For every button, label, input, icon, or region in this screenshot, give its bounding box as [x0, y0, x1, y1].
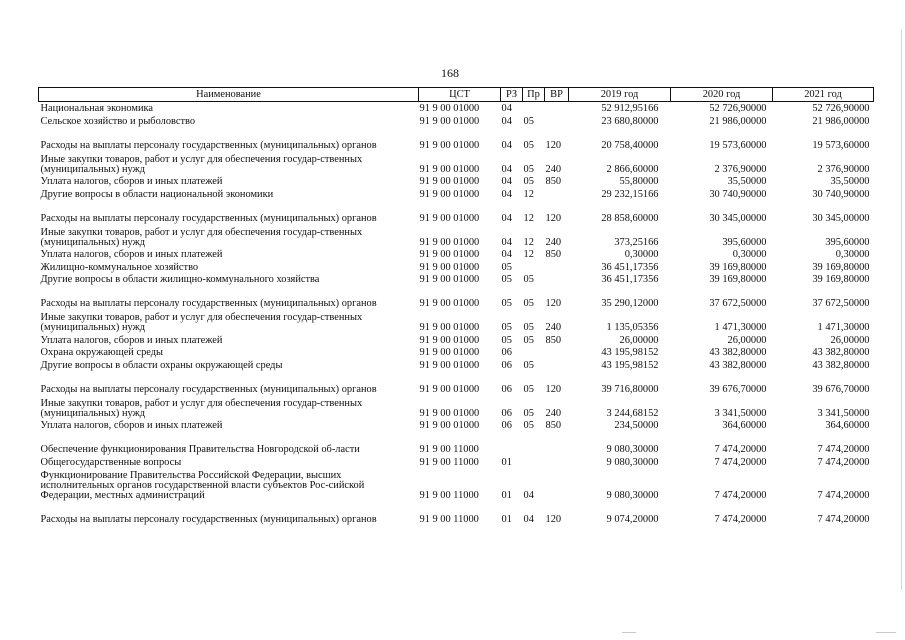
- header-2020: 2020 год: [671, 88, 773, 102]
- cell-y2019: 2 866,60000: [606, 163, 659, 175]
- cell-vr: [545, 102, 569, 115]
- cell-y2019: 36 451,17356: [601, 261, 659, 273]
- cell-pr: [523, 260, 545, 273]
- cell-cst: 91 9 00 01000: [419, 176, 480, 187]
- cell-y2020: 7 474,20000: [714, 444, 767, 455]
- cell-vr: 120: [545, 298, 562, 309]
- cell-y2021: 1 471,30000: [817, 322, 870, 333]
- cell-vr: 120: [545, 383, 562, 395]
- cell-name: Иные закупки товаров, работ и услуг для обеспечения государ-ственных (муниципальных) нужд: [40, 397, 363, 419]
- cell-cst: 91 9 00 01000: [419, 322, 480, 333]
- cell-y2021: 37 672,50000: [812, 298, 870, 309]
- cell-pr: [523, 346, 545, 359]
- cell-name: Уплата налогов, сборов и иных платежей: [40, 420, 223, 431]
- cell-vr: [545, 346, 569, 359]
- cell-vr: [545, 187, 569, 200]
- cell-y2021: 43 382,80000: [812, 347, 870, 358]
- cell-y2020: 2 376,90000: [714, 163, 767, 175]
- cell-pr: 05: [523, 359, 534, 371]
- cell-vr: 850: [545, 176, 562, 187]
- table-row: [39, 309, 874, 333]
- table-row: [39, 333, 874, 346]
- cell-name: Жилищно-коммунальное хозяйство: [40, 261, 199, 273]
- cell-vr: [545, 468, 569, 501]
- table-row: [39, 273, 874, 286]
- cell-y2020: 3 341,50000: [714, 407, 767, 419]
- cell-y2021: 364,60000: [825, 420, 870, 431]
- cell-name: Другие вопросы в области охраны окружающей среды: [40, 359, 283, 371]
- cell-y2020: 395,60000: [722, 236, 767, 248]
- cell-cst: 91 9 00 01000: [419, 212, 480, 224]
- cell-cst: 91 9 00 01000: [419, 139, 480, 151]
- cell-y2021: 52 726,90000: [773, 102, 874, 115]
- cell-y2021: 39 676,70000: [812, 383, 870, 395]
- cell-name: Уплата налогов, сборов и иных платежей: [40, 249, 223, 260]
- cell-cst: 91 9 00 01000: [419, 115, 480, 127]
- cell-y2019: 234,50000: [614, 420, 659, 431]
- cell-cst: 91 9 00 01000: [419, 188, 480, 200]
- table-row: [39, 419, 874, 432]
- cell-y2020: 7 474,20000: [714, 489, 767, 501]
- cell-y2020: 39 169,80000: [709, 261, 767, 273]
- cell-rz: 01: [501, 456, 512, 468]
- cell-cst: 91 9 00 01000: [419, 249, 480, 260]
- cell-y2021: 39 169,80000: [812, 274, 870, 285]
- cell-vr: 850: [545, 420, 562, 431]
- cell-y2019: 28 858,60000: [601, 212, 659, 224]
- cell-name: Иные закупки товаров, работ и услуг для обеспечения государ-ственных (муниципальных) нужд: [40, 226, 363, 248]
- budget-table-container: [38, 87, 873, 525]
- cell-y2020: 21 986,00000: [709, 115, 767, 127]
- cell-name: Расходы на выплаты персоналу государственных (муниципальных) органов: [40, 513, 377, 525]
- header-vr: ВР: [545, 88, 569, 102]
- cell-vr: 240: [545, 163, 562, 175]
- cell-rz: 06: [501, 347, 512, 358]
- cell-pr: 12: [523, 188, 534, 200]
- cell-name: Сельское хозяйство и рыболовство: [40, 115, 196, 127]
- cell-cst: 91 9 00 01000: [419, 102, 501, 115]
- cell-pr: 05: [523, 407, 534, 419]
- cell-name: Национальная экономика: [39, 102, 419, 115]
- cell-name: Охрана окружающей среды: [40, 347, 164, 358]
- cell-pr: 12: [523, 236, 534, 248]
- cell-vr: [545, 114, 569, 127]
- cell-name: Уплата налогов, сборов и иных платежей: [40, 176, 223, 187]
- cell-y2020: 43 382,80000: [709, 347, 767, 358]
- cell-vr: [545, 455, 569, 468]
- cell-y2019: 39 716,80000: [601, 383, 659, 395]
- header-cst: ЦСТ: [419, 88, 501, 102]
- cell-y2020: 7 474,20000: [714, 456, 767, 468]
- cell-y2020: 1 471,30000: [714, 322, 767, 333]
- cell-vr: 850: [545, 249, 562, 260]
- cell-vr: 120: [545, 513, 562, 525]
- cell-y2020: 19 573,60000: [709, 139, 767, 151]
- cell-pr: 05: [523, 274, 534, 285]
- cell-rz: 04: [501, 212, 512, 224]
- cell-y2019: 23 680,80000: [601, 115, 659, 127]
- cell-y2021: 2 376,90000: [817, 163, 870, 175]
- cell-name: Расходы на выплаты персоналу государственных (муниципальных) органов: [40, 383, 377, 395]
- cell-y2019: 35 290,12000: [601, 298, 659, 309]
- cell-rz: 05: [501, 274, 512, 285]
- cell-vr: [545, 273, 569, 286]
- cell-y2019: 26,00000: [619, 334, 659, 346]
- cell-rz: 05: [501, 322, 512, 333]
- cell-cst: 91 9 00 11000: [419, 489, 479, 501]
- cell-y2021: 35,50000: [830, 176, 870, 187]
- cell-cst: 91 9 00 01000: [419, 163, 480, 175]
- cell-y2021: 30 345,00000: [812, 212, 870, 224]
- cell-vr: 240: [545, 236, 562, 248]
- cell-pr: [523, 455, 545, 468]
- cell-y2020: 39 169,80000: [709, 274, 767, 285]
- cell-y2019: 9 080,30000: [606, 444, 659, 455]
- cell-pr: 05: [523, 420, 534, 431]
- header-pr: Пр: [523, 88, 545, 102]
- cell-y2020: 43 382,80000: [709, 359, 767, 371]
- header-2021: 2021 год: [773, 88, 874, 102]
- cell-pr: 04: [523, 489, 534, 501]
- cell-name: Расходы на выплаты персоналу государственных (муниципальных) органов: [40, 139, 377, 151]
- table-row: [39, 127, 874, 151]
- table-row: [39, 468, 874, 501]
- cell-rz: 04: [501, 163, 512, 175]
- cell-y2020: 39 676,70000: [709, 383, 767, 395]
- cell-pr: 05: [523, 298, 534, 309]
- cell-cst: 91 9 00 01000: [419, 347, 480, 358]
- cell-rz: [501, 431, 523, 455]
- cell-cst: 91 9 00 11000: [419, 513, 479, 525]
- cell-cst: 91 9 00 01000: [419, 261, 480, 273]
- cell-name: Другие вопросы в области жилищно-коммунального хозяйства: [40, 274, 320, 285]
- cell-pr: 04: [523, 513, 534, 525]
- table-row: [39, 358, 874, 371]
- budget-table: [38, 87, 874, 525]
- cell-y2019: 9 074,20000: [606, 513, 659, 525]
- table-row: [39, 114, 874, 127]
- header-2019: 2019 год: [569, 88, 671, 102]
- cell-pr: [523, 102, 545, 115]
- cell-y2020: 364,60000: [722, 420, 767, 431]
- cell-y2019: 29 232,15166: [601, 188, 659, 200]
- cell-y2019: 3 244,68152: [606, 407, 659, 419]
- cell-pr: 12: [523, 212, 534, 224]
- header-name: Наименование: [39, 88, 419, 102]
- table-row: [39, 395, 874, 419]
- cell-cst: 91 9 00 01000: [419, 274, 480, 285]
- cell-vr: [545, 260, 569, 273]
- cell-rz: 04: [501, 102, 523, 115]
- scan-speck: [876, 632, 896, 633]
- cell-vr: [545, 431, 569, 455]
- cell-pr: 05: [523, 115, 534, 127]
- cell-rz: 06: [501, 383, 512, 395]
- cell-y2019: 373,25166: [614, 236, 659, 248]
- cell-rz: 04: [501, 176, 512, 187]
- cell-rz: 04: [501, 236, 512, 248]
- cell-y2019: 55,80000: [619, 176, 659, 187]
- table-header-row: [39, 88, 874, 102]
- cell-name: Расходы на выплаты персоналу государственных (муниципальных) органов: [40, 212, 377, 224]
- table-row: [39, 224, 874, 248]
- cell-cst: 91 9 00 01000: [419, 420, 480, 431]
- cell-vr: 120: [545, 139, 562, 151]
- scan-edge-line: [901, 30, 902, 590]
- cell-pr: 05: [523, 176, 534, 187]
- table-row: [39, 285, 874, 309]
- cell-y2021: 30 740,90000: [812, 188, 870, 200]
- cell-y2019: 1 135,05356: [606, 322, 659, 333]
- cell-y2021: 7 474,20000: [817, 456, 870, 468]
- cell-vr: 240: [545, 407, 562, 419]
- cell-name: Расходы на выплаты персоналу государственных (муниципальных) органов: [40, 298, 377, 309]
- page-number: 168: [441, 66, 459, 80]
- cell-y2021: 19 573,60000: [812, 139, 870, 151]
- table-row: [39, 200, 874, 224]
- cell-y2021: 21 986,00000: [812, 115, 870, 127]
- cell-cst: 91 9 00 01000: [419, 236, 480, 248]
- cell-pr: 05: [523, 139, 534, 151]
- cell-pr: 05: [523, 163, 534, 175]
- cell-name: Другие вопросы в области национальной экономики: [40, 188, 274, 200]
- cell-y2020: 26,00000: [727, 334, 767, 346]
- cell-y2020: 37 672,50000: [709, 298, 767, 309]
- cell-rz: 01: [501, 489, 512, 501]
- cell-cst: 91 9 00 01000: [419, 359, 480, 371]
- cell-name: Иные закупки товаров, работ и услуг для обеспечения государ-ственных (муниципальных) нужд: [40, 312, 363, 333]
- cell-rz: 04: [501, 188, 512, 200]
- cell-y2021: 26,00000: [830, 334, 870, 346]
- cell-rz: 06: [501, 407, 512, 419]
- cell-y2019: 36 451,17356: [601, 274, 659, 285]
- cell-rz: 06: [501, 420, 512, 431]
- cell-y2020: 0,30000: [732, 249, 767, 260]
- cell-y2020: 7 474,20000: [714, 513, 767, 525]
- cell-vr: 120: [545, 212, 562, 224]
- cell-y2021: 3 341,50000: [817, 407, 870, 419]
- table-row: [39, 455, 874, 468]
- table-row: [39, 175, 874, 188]
- cell-rz: 05: [501, 261, 512, 273]
- cell-y2021: 0,30000: [835, 249, 870, 260]
- table-row: [39, 187, 874, 200]
- cell-y2019: 43 195,98152: [601, 347, 659, 358]
- cell-cst: 91 9 00 01000: [419, 383, 480, 395]
- cell-y2020: 30 345,00000: [709, 212, 767, 224]
- cell-name: Уплата налогов, сборов и иных платежей: [40, 334, 223, 346]
- cell-pr: 05: [523, 334, 534, 346]
- cell-pr: 05: [523, 383, 534, 395]
- header-rz: РЗ: [501, 88, 523, 102]
- cell-pr: 05: [523, 322, 534, 333]
- cell-y2019: 0,30000: [624, 249, 659, 260]
- cell-y2021: 7 474,20000: [817, 489, 870, 501]
- cell-name: Общегосударственные вопросы: [40, 456, 182, 468]
- cell-rz: 04: [501, 249, 512, 260]
- cell-cst: 91 9 00 11000: [419, 444, 479, 455]
- cell-y2019: 9 080,30000: [606, 456, 659, 468]
- cell-rz: 05: [501, 298, 512, 309]
- cell-y2020: 35,50000: [727, 176, 767, 187]
- cell-rz: 04: [501, 115, 512, 127]
- cell-pr: [523, 431, 545, 455]
- cell-name: Обеспечение функционирования Правительства Новгородской об-ласти: [40, 444, 360, 455]
- cell-y2021: 43 382,80000: [812, 359, 870, 371]
- cell-rz: 04: [501, 139, 512, 151]
- cell-vr: [545, 358, 569, 371]
- cell-y2021: 7 474,20000: [817, 444, 870, 455]
- cell-y2019: 9 080,30000: [606, 489, 659, 501]
- table-row: [39, 431, 874, 455]
- cell-rz: 05: [501, 334, 512, 346]
- cell-name: Иные закупки товаров, работ и услуг для обеспечения государ-ственных (муниципальных) нужд: [40, 153, 363, 175]
- cell-y2020: 52 726,90000: [671, 102, 773, 115]
- cell-y2020: 30 740,90000: [709, 188, 767, 200]
- cell-y2019: 20 758,40000: [601, 139, 659, 151]
- table-body: [39, 102, 874, 525]
- cell-y2021: 7 474,20000: [817, 513, 870, 525]
- cell-y2019: 43 195,98152: [601, 359, 659, 371]
- cell-vr: 850: [545, 334, 562, 346]
- cell-pr: 12: [523, 249, 534, 260]
- table-row: [39, 151, 874, 175]
- scan-speck: [622, 632, 636, 633]
- cell-cst: 91 9 00 01000: [419, 334, 480, 346]
- table-row: [39, 260, 874, 273]
- table-row: [39, 501, 874, 525]
- table-row: [39, 346, 874, 359]
- cell-cst: 91 9 00 01000: [419, 298, 480, 309]
- cell-name: Функционирование Правительства Российской Федерации, высших исполнительных органов государственной власти субъектов Рос-сийской Федерации, местных администраций: [40, 469, 365, 501]
- cell-y2019: 52 912,95166: [569, 102, 671, 115]
- cell-rz: 06: [501, 359, 512, 371]
- cell-vr: 240: [545, 322, 562, 333]
- table-row: [39, 102, 874, 115]
- cell-y2021: 395,60000: [825, 236, 870, 248]
- cell-cst: 91 9 00 11000: [419, 456, 479, 468]
- cell-cst: 91 9 00 01000: [419, 407, 480, 419]
- cell-y2021: 39 169,80000: [812, 261, 870, 273]
- table-row: [39, 248, 874, 261]
- table-row: [39, 371, 874, 395]
- cell-rz: 01: [501, 513, 512, 525]
